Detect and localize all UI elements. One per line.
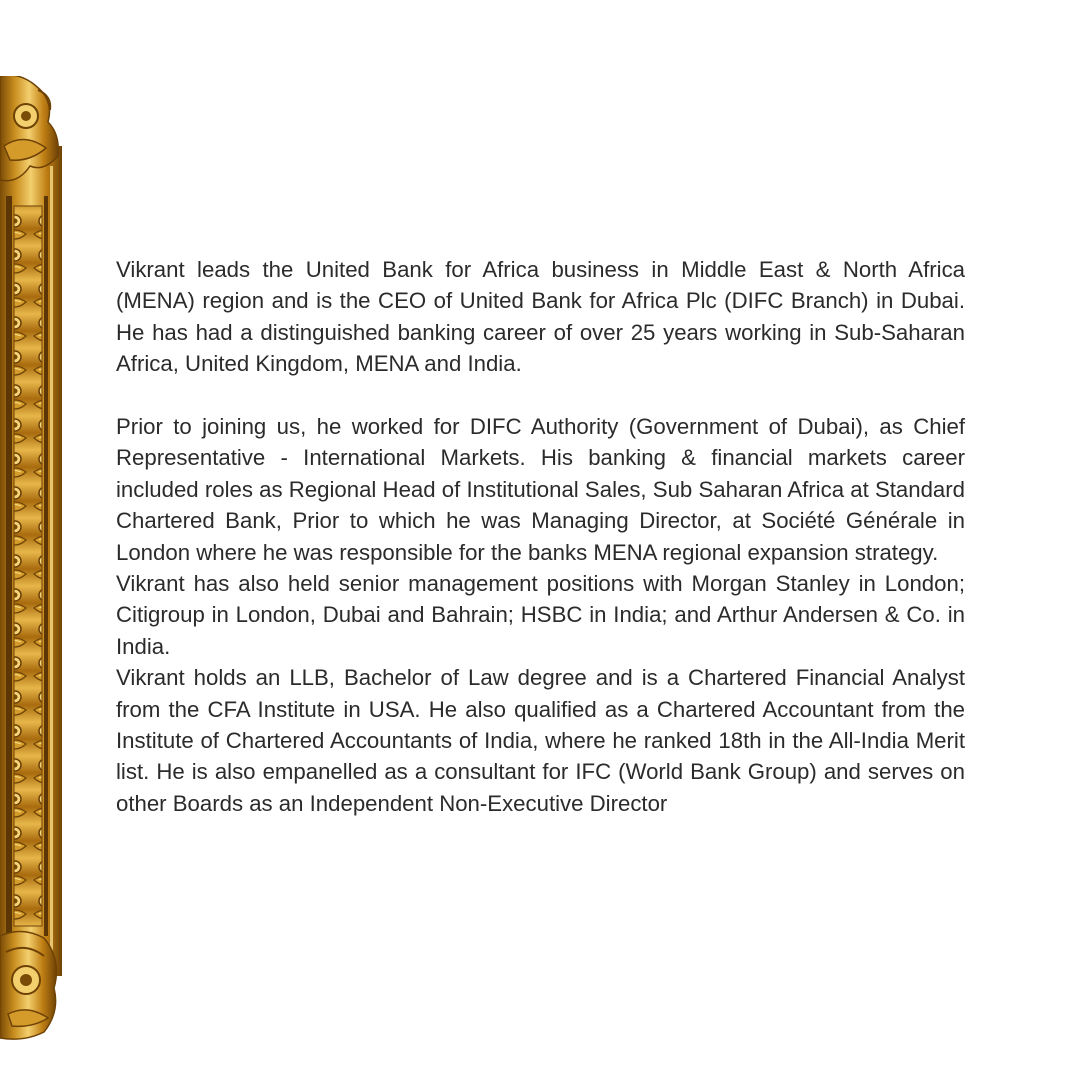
frame-svg	[0, 76, 64, 1040]
bio-paragraph-qualifications: Vikrant holds an LLB, Bachelor of Law degree and is a Chartered Financial Analyst from the CFA Institute in USA. He also qualified as a Chartered Accountant from the Institute of Chartered Accountants of India, where he ranked 18th in the All-India Merit list. He is also empanelled as a consultant for IFC (World Bank Group) and serves on other Boards as an Independent Non-Executive Director	[116, 665, 965, 816]
bio-text	[116, 254, 965, 819]
bio-paragraph-senior-positions: Vikrant has also held senior management positions with Morgan Stanley in London; Citigroup in London, Dubai and Bahrain; HSBC in India; and Arthur Andersen & Co. in India.	[116, 571, 965, 659]
ornate-gold-frame-edge-icon	[0, 76, 64, 1040]
bio-paragraph-intro: Vikrant leads the United Bank for Africa business in Middle East & North Africa (MENA) region and is the CEO of United Bank for Africa Plc (DIFC Branch) in Dubai. He has had a distinguished banking career of over 25 years working in Sub-Saharan Africa, United Kingdom, MENA and India.	[116, 257, 965, 377]
bio-paragraph-prior-roles: Prior to joining us, he worked for DIFC Authority (Government of Dubai), as Chief Representative - International Markets. His banking & financial markets career included roles as Regional Head of Institutional Sales, Sub Saharan Africa at Standard Chartered Bank, Prior to which he was Managing Director, at Société Générale in London where he was responsible for the banks MENA regional expansion strategy.	[116, 414, 965, 565]
